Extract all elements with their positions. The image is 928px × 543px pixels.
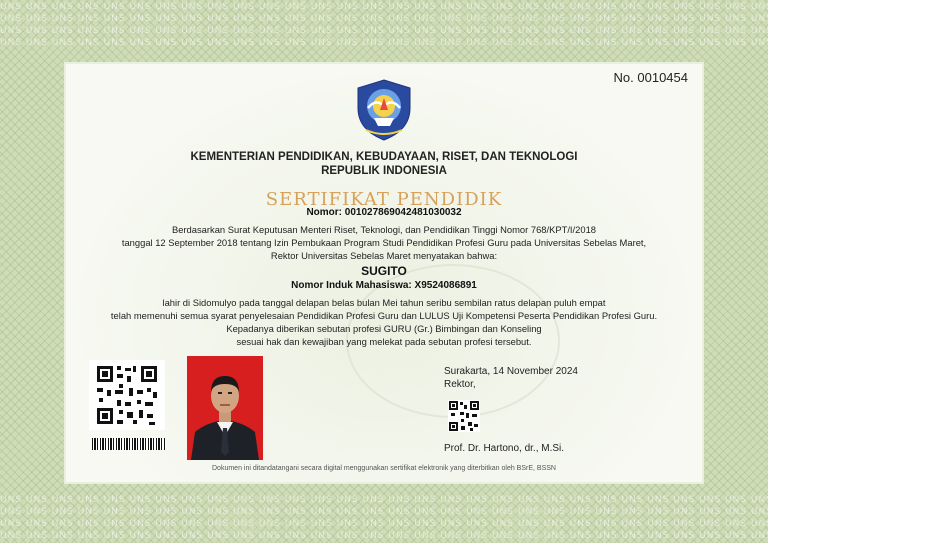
intro-paragraph xyxy=(0,223,768,262)
certificate-nomor: Nomor: 001027869042481030032 xyxy=(306,207,462,218)
statement-line: telah memenuhi semua syarat penyelesaian Pendidikan Profesi Guru dan LULUS Uji Kompetensi Peserta Pendidikan Profesi Guru. xyxy=(110,310,658,321)
watermark-row: UNS UNS UNS UNS UNS UNS UNS UNS UNS UNS UNS UNS UNS UNS UNS UNS UNS UNS UNS UNS UNS UNS UNS UNS UNS UNS UNS UNS UNS UNS UNS UNS UNS UNS UNS UNS xyxy=(0,26,928,36)
student-id: Nomor Induk Mahasiswa: X9524086891 xyxy=(291,280,477,291)
qr-code-icon[interactable] xyxy=(89,360,165,430)
intro-line: Rektor Universitas Sebelas Maret menyatakan bahwa: xyxy=(270,250,498,261)
certificate-number: No. 0010454 xyxy=(613,70,688,85)
ministry-heading xyxy=(0,150,768,178)
watermark-row: UNS UNS UNS UNS UNS UNS UNS UNS UNS UNS UNS UNS UNS UNS UNS UNS UNS UNS UNS UNS UNS UNS UNS UNS UNS UNS UNS UNS UNS UNS UNS UNS UNS UNS UNS UNS xyxy=(0,495,928,505)
watermark-row: UNS UNS UNS UNS UNS UNS UNS UNS UNS UNS UNS UNS UNS UNS UNS UNS UNS UNS UNS UNS UNS UNS UNS UNS UNS UNS UNS UNS UNS UNS UNS UNS UNS UNS UNS UNS xyxy=(0,38,928,48)
digital-signature-note: Dokumen ini ditandatangani secara digital menggunakan sertifikat elektronik yang diterbitkan oleh BSrE, BSSN xyxy=(212,465,556,472)
watermark-row: UNS UNS UNS UNS UNS UNS UNS UNS UNS UNS UNS UNS UNS UNS UNS UNS UNS UNS UNS UNS UNS UNS UNS UNS UNS UNS UNS UNS UNS UNS UNS UNS UNS UNS UNS UNS xyxy=(0,14,928,24)
signature-block xyxy=(444,365,578,391)
tut-wuri-handayani-emblem-icon xyxy=(352,78,416,142)
statement-paragraph xyxy=(0,296,768,348)
signer-title: Rektor, xyxy=(444,379,476,390)
ministry-line: KEMENTERIAN PENDIDIKAN, KEBUDAYAAN, RISET, DAN TEKNOLOGI xyxy=(190,151,578,163)
holder-photo xyxy=(187,356,263,460)
watermark-row: UNS UNS UNS UNS UNS UNS UNS UNS UNS UNS UNS UNS UNS UNS UNS UNS UNS UNS UNS UNS UNS UNS UNS UNS UNS UNS UNS UNS UNS UNS UNS UNS UNS UNS UNS UNS xyxy=(0,2,928,12)
statement-line: lahir di Sidomulyo pada tanggal delapan belas bulan Mei tahun seribu sembilan ratus delapan puluh empat xyxy=(162,297,606,308)
signer-name: Prof. Dr. Hartono, dr., M.Si. xyxy=(444,443,565,454)
intro-line: Berdasarkan Surat Keputusan Menteri Riset, Teknologi, dan Pendidikan Tinggi Nomor 768/KPT/I/2018 xyxy=(171,224,597,235)
barcode-icon xyxy=(92,438,166,450)
watermark-row: UNS UNS UNS UNS UNS UNS UNS UNS UNS UNS UNS UNS UNS UNS UNS UNS UNS UNS UNS UNS UNS UNS UNS UNS UNS UNS UNS UNS UNS UNS UNS UNS UNS UNS UNS UNS xyxy=(0,531,928,541)
statement-line: Kepadanya diberikan sebutan profesi GURU (Gr.) Bimbingan dan Konseling xyxy=(226,323,542,334)
holder-name: SUGITO xyxy=(361,264,407,278)
watermark-row: UNS UNS UNS UNS UNS UNS UNS UNS UNS UNS UNS UNS UNS UNS UNS UNS UNS UNS UNS UNS UNS UNS UNS UNS UNS UNS UNS UNS UNS UNS UNS UNS UNS UNS UNS UNS xyxy=(0,519,928,529)
statement-line: sesuai hak dan kewajiban yang melekat pada sebutan profesi tersebut. xyxy=(236,336,532,347)
certificate-title: SERTIFIKAT PENDIDIK xyxy=(265,189,503,210)
country-line: REPUBLIK INDONESIA xyxy=(321,165,447,177)
place-date: Surakarta, 14 November 2024 xyxy=(444,366,578,377)
signature-qr-icon[interactable] xyxy=(448,400,480,432)
intro-line: tanggal 12 September 2018 tentang Izin Pembukaan Program Studi Pendidikan Profesi Guru pada Universitas Sebelas Maret, xyxy=(121,237,647,248)
watermark-row: UNS UNS UNS UNS UNS UNS UNS UNS UNS UNS UNS UNS UNS UNS UNS UNS UNS UNS UNS UNS UNS UNS UNS UNS UNS UNS UNS UNS UNS UNS UNS UNS UNS UNS UNS UNS xyxy=(0,507,928,517)
